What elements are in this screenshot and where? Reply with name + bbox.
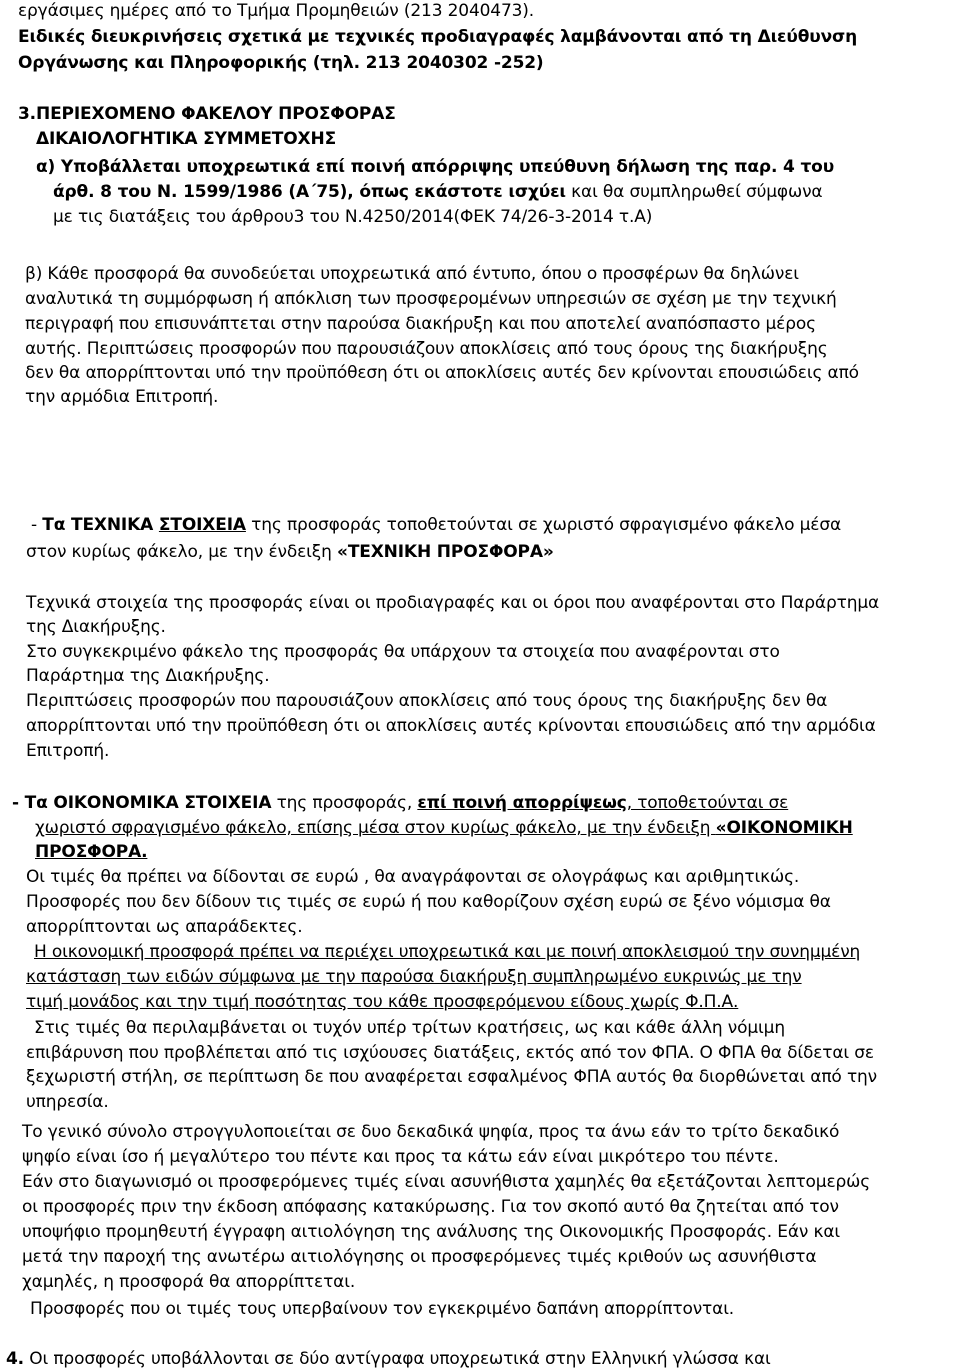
financial-p1-line-1: Οι τιμές θα πρέπει να δίδονται σε ευρώ , θα αναγράφονται σε ολογράφως και αριθμητικώς. (26, 867, 800, 887)
financial-u-line-1: Η οικονομική προσφορά πρέπει να περιέχει υποχρεωτικά και με ποινή αποκλεισμού την συνημμένη (34, 942, 861, 962)
financial-p2-line-3: ξεχωριστή στήλη, σε περίπτωση δε που αναφέρεται εσφαλμένος ΦΠΑ αυτός θα διορθώνεται από την (26, 1067, 877, 1087)
clause-a-bold-ref: άρθ. 8 του Ν. 1599/1986 (Α΄75), όπως εκάστοτε ισχύει (53, 182, 566, 202)
financial-p1-line-2: Προσφορές που δεν δίδουν τις τιμές σε ευρώ ή που καθορίζουν σχέση ευρώ σε ξένο νόμισμα θα (26, 892, 831, 912)
technical-para-line-3: Στο συγκεκριμένο φάκελο της προσφοράς θα υπάρχουν τα στοιχεία που αναφέρονται στο (26, 642, 780, 662)
section-3-heading: 3.ΠΕΡΙΕΧΟΜΕΝΟ ΦΑΚΕΛΟΥ ΠΡΟΣΦΟΡΑΣ (18, 104, 396, 124)
financial-p3-line-7: χαμηλές, η προσφορά θα απορρίπτεται. (22, 1272, 356, 1292)
financial-label-end: ΠΡΟΣΦΟΡΑ. (35, 842, 148, 862)
technical-para-line-2: της Διακήρυξης. (26, 617, 166, 637)
financial-u-line-2: κατάσταση των ειδών σύμφωνα με την παρούσα διακήρυξη συμπληρωμένο ευκρινώς με την (26, 967, 802, 987)
financial-placement: , τοποθετούνται σε (626, 793, 789, 813)
technical-dash: - (31, 515, 43, 535)
clause-b-line-6: την αρμόδια Επιτροπή. (25, 387, 219, 407)
clause-b-line-1: β) Κάθε προσφορά θα συνοδεύεται υποχρεωτικά από έντυπο, όπου ο προσφέρων θα δηλώνει (25, 264, 799, 284)
technical-para-line-5: Περιπτώσεις προσφορών που παρουσιάζουν αποκλίσεις από τους όρους της διακήρυξης δεν θα (26, 691, 828, 711)
financial-line-1 (12, 792, 788, 814)
financial-p3-line-5: υποψήφιο προμηθευτή έγγραφη αιτιολόγηση της ανάλυσης της Οικονομικής Προσφοράς. Εάν και (22, 1222, 841, 1242)
financial-p3-line-2: ψηφίο είναι ίσο ή μεγαλύτερο του πέντε και προς τα κάτω εάν είναι μικρότερο του πέντε. (22, 1147, 779, 1167)
financial-p3-line-6: μετά την παροχή της ανωτέρω αιτιολόγησης οι προσφερόμενες τιμές κριθούν ως ασυνήθιστα (22, 1247, 817, 1267)
intro-line-1: εργάσιμες ημέρες από το Τμήμα Προμηθειών (213 2040473). (18, 1, 535, 21)
financial-label-start: «ΟΙΚΟΝΟΜΙΚΗ (715, 818, 853, 838)
clause-b-line-4: αυτής. Περιπτώσεις προσφορών που παρουσιάζουν αποκλίσεις από τους όρους της διακήρυξης (25, 339, 828, 359)
clause-a-rest: και θα συμπληρωθεί σύμφωνα (565, 182, 823, 202)
technical-para-line-4: Παράρτημα της Διακήρυξης. (26, 666, 270, 686)
financial-text: της προσφοράς, (271, 793, 418, 813)
technical-para-line-1: Τεχνικά στοιχεία της προσφοράς είναι οι προδιαγραφές και οι όροι που αναφέρονται στο Παράρτημα (26, 593, 880, 613)
financial-p2-line-4: υπηρεσία. (26, 1092, 109, 1112)
section-4-text: Οι προσφορές υποβάλλονται σε δύο αντίγραφα υποχρεωτικά στην Ελληνική γλώσσα και (24, 1349, 771, 1369)
clause-a-line-3: με τις διατάξεις του άρθρου3 του Ν.4250/2014(ΦΕΚ 74/26-3-2014 τ.Α) (53, 207, 653, 227)
financial-p4: Προσφορές που οι τιμές τους υπερβαίνουν τον εγκεκριμένο δαπάνη απορρίπτονται. (30, 1299, 735, 1319)
financial-penalty: επί ποινή απορρίψεως (417, 793, 627, 813)
section-4-number: 4. (6, 1349, 24, 1369)
technical-rest: της προσφοράς τοποθετούνται σε χωριστό σφραγισμένο φάκελο μέσα (245, 515, 842, 535)
financial-p1-line-3: απορρίπτονται ως απαράδεκτες. (26, 917, 303, 937)
financial-p3-line-3: Εάν στο διαγωνισμό οι προσφερόμενες τιμές είναι ασυνήθιστα χαμηλές θα εξετάζονται λεπτομερώς (22, 1172, 871, 1192)
technical-label-text: στον κυρίως φάκελο, με την ένδειξη (26, 542, 337, 562)
intro-line-3: Οργάνωσης και Πληροφορικής (τηλ. 213 2040302 -252) (18, 53, 544, 73)
financial-u-line-3: τιμή μονάδος και την τιμή ποσότητας του κάθε προσφερόμενου είδους χωρίς Φ.Π.Α. (26, 992, 739, 1012)
technical-line-1 (31, 514, 841, 536)
technical-offer-label: «ΤΕΧΝΙΚΗ ΠΡΟΣΦΟΡΑ» (336, 542, 554, 562)
financial-p2-line-2: επιβάρυνση που προβλέπεται από τις ισχύουσες διατάξεις, εκτός από τον ΦΠΑ. Ο ΦΠΑ θα δίδεται σε (26, 1043, 874, 1063)
technical-bold: Τα ΤΕΧΝΙΚΑ (42, 515, 159, 535)
intro-line-2: Ειδικές διευκρινήσεις σχετικά με τεχνικές προδιαγραφές λαμβάνονται από τη Διεύθυνση (18, 27, 858, 47)
clause-a-line-1: α) Υποβάλλεται υποχρεωτικά επί ποινή απόρριψης υπεύθυνη δήλωση της παρ. 4 του (36, 157, 835, 177)
financial-bold: - Τα ΟΙΚΟΝΟΜΙΚΑ ΣΤΟΙΧΕΙΑ (12, 793, 272, 813)
financial-line-2 (35, 817, 853, 839)
section-4-line (6, 1348, 771, 1370)
financial-p2-line-1: Στις τιμές θα περιλαμβάνεται οι τυχόν υπέρ τρίτων κρατήσεις, ως και κάθε άλλη νόμιμη (34, 1018, 785, 1038)
clause-b-line-3: περιγραφή που επισυνάπτεται στην παρούσα διακήρυξη και που αποτελεί αναπόσπαστο μέρος (25, 314, 816, 334)
technical-bold-underlined: ΣΤΟΙΧΕΙΑ (158, 515, 246, 535)
financial-p3-line-1: Το γενικό σύνολο στρογγυλοποιείται σε δυο δεκαδικά ψηφία, προς τα άνω εάν το τρίτο δεκαδικό (22, 1122, 840, 1142)
financial-p3-line-4: οι προσφορές πριν την έκδοση απόφασης κατακύρωσης. Για τον σκοπό αυτό θα ζητείται από τον (22, 1197, 839, 1217)
clause-a-line-2 (53, 181, 823, 203)
technical-line-2 (26, 541, 554, 563)
clause-b-line-2: αναλυτικά τη συμμόρφωση ή απόκλιση των προσφερομένων υπηρεσιών σε σχέση με την τεχνική (25, 289, 837, 309)
technical-para-line-6: απορρίπτονται υπό την προϋπόθεση ότι οι αποκλίσεις αυτές κρίνονται επουσιώδεις από την αρμόδια (26, 716, 876, 736)
section-3-subheading: ΔΙΚΑΙΟΛΟΓΗΤΙΚΑ ΣΥΜΜΕΤΟΧΗΣ (36, 129, 337, 149)
technical-para-line-7: Επιτροπή. (26, 741, 110, 761)
financial-envelope-text: χωριστό σφραγισμένο φάκελο, επίσης μέσα στον κυρίως φάκελο, με την ένδειξη (35, 818, 716, 838)
clause-b-line-5: δεν θα απορρίπτονται υπό την προϋπόθεση ότι οι αποκλίσεις αυτές δεν κρίνονται επουσιώδεις από (25, 363, 859, 383)
